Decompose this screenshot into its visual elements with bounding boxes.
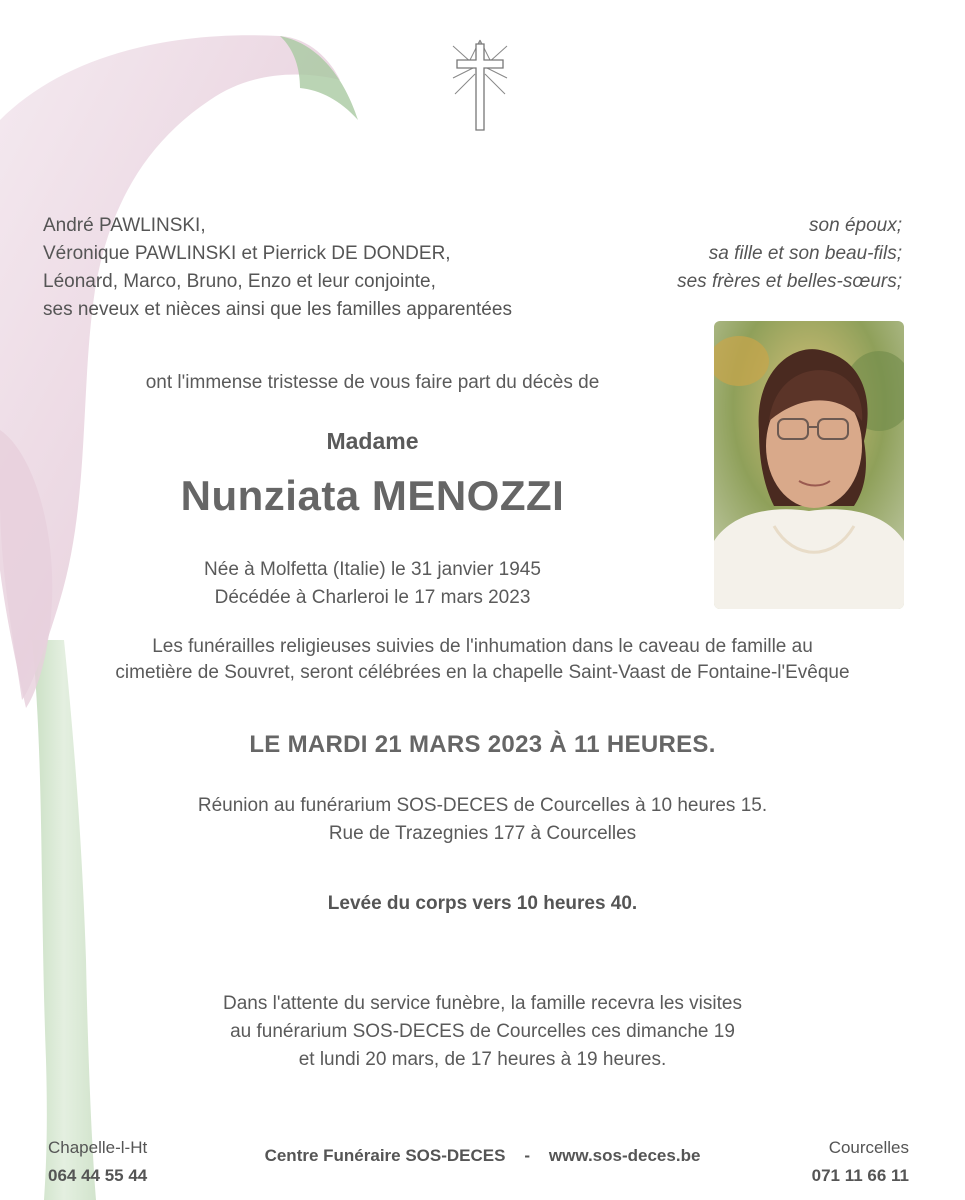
funeral-line: Les funérailles religieuses suivies de l'inhumation dans le caveau de famille au	[152, 636, 813, 657]
levee-info: Levée du corps vers 10 heures 40.	[327, 893, 638, 914]
birth-line: Née à Molfetta (Italie) le 31 janvier 1945	[204, 559, 541, 580]
relation-line: sa fille et son beau-fils;	[708, 243, 902, 264]
reunion-info	[0, 792, 965, 848]
footer-right-place: Courcelles	[828, 1138, 909, 1157]
visits-line: au funérarium SOS-DECES de Courcelles ces dimanche 19	[230, 1021, 735, 1042]
footer-center: Centre Funéraire SOS-DECES - www.sos-deces.be	[264, 1146, 701, 1165]
death-line: Décédée à Charleroi le 17 mars 2023	[214, 587, 531, 608]
visits-line: et lundi 20 mars, de 17 heures à 19 heures.	[298, 1049, 667, 1070]
visits-line: Dans l'attente du service funèbre, la famille recevra les visites	[223, 993, 742, 1014]
relation-line: son époux;	[809, 215, 902, 236]
footer-right-phone: 071 11 66 11	[811, 1166, 909, 1185]
life-dates	[0, 556, 745, 612]
reunion-address: Rue de Trazegnies 177 à Courcelles	[328, 823, 637, 844]
footer-left-place: Chapelle-l-Ht	[48, 1138, 148, 1157]
family-line: André PAWLINSKI,	[43, 215, 206, 236]
deceased-name: Nunziata MENOZZI	[180, 472, 565, 519]
radiant-cross-icon	[451, 38, 509, 132]
relation-line: ses frères et belles-sœurs;	[677, 271, 902, 292]
footer-right	[812, 1134, 909, 1190]
ceremony-datetime: LE MARDI 21 MARS 2023 À 11 HEURES.	[249, 731, 716, 758]
reunion-line: Réunion au funérarium SOS-DECES de Courcelles à 10 heures 15.	[197, 795, 768, 816]
footer-left-phone: 064 44 55 44	[48, 1166, 148, 1185]
family-relations	[677, 212, 902, 296]
deceased-title: Madame	[326, 428, 419, 454]
visits-info	[0, 990, 965, 1074]
announcement-intro: ont l'immense tristesse de vous faire part du décès de	[145, 372, 600, 393]
family-line: Véronique PAWLINSKI et Pierrick DE DONDER,	[43, 243, 451, 264]
family-line: Léonard, Marco, Bruno, Enzo et leur conjointe,	[43, 271, 436, 292]
funeral-line: cimetière de Souvret, seront célébrées en la chapelle Saint-Vaast de Fontaine-l'Evêque	[115, 662, 850, 683]
family-line: ses neveux et nièces ainsi que les familles apparentées	[43, 299, 512, 320]
funeral-details	[0, 634, 965, 686]
family-names	[43, 212, 512, 324]
